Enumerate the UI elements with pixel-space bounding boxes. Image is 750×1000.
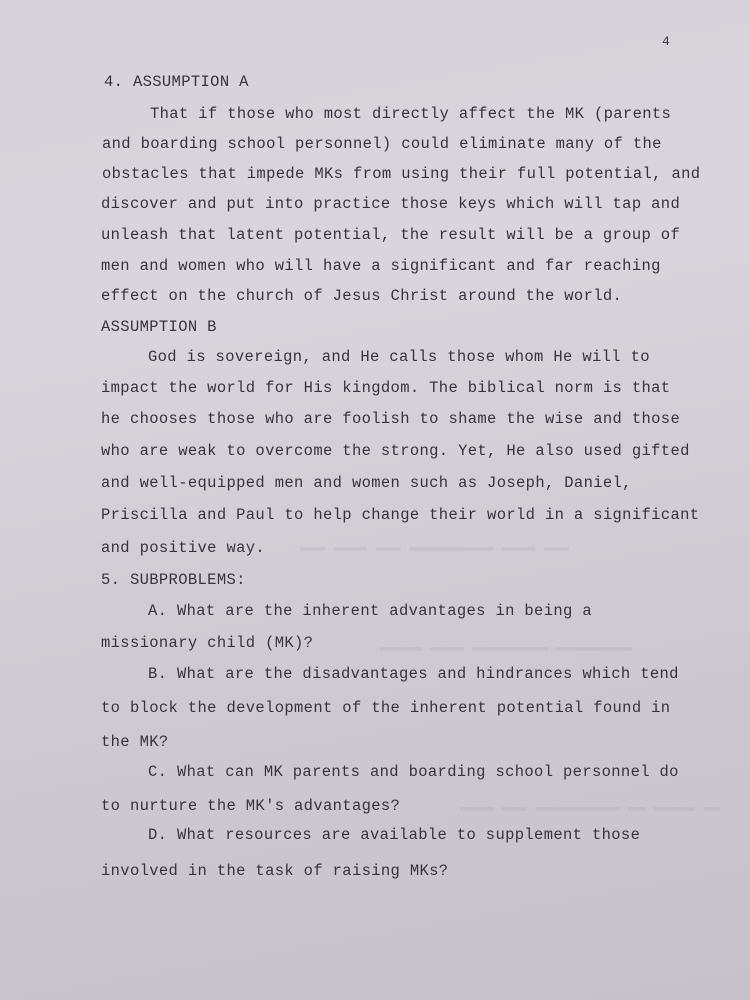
subproblem-line: A. What are the inherent advantages in being a [148,602,592,620]
subproblem-line: B. What are the disadvantages and hindrances which tend [148,665,679,683]
text-line: he chooses those who are foolish to shame the wise and those [101,410,681,428]
text-line: impact the world for His kingdom. The biblical norm is that [101,379,671,397]
text-line: obstacles that impede MKs from using their full potential, and [102,165,701,183]
subproblem-line: to nurture the MK's advantages? [101,797,401,815]
subproblem-line: C. What can MK parents and boarding school personnel do [148,763,679,781]
bleed-through-mark: ▬▬▬ ▬▬▬▬ ▬▬▬ ▬▬▬▬▬▬▬▬▬▬ ▬▬▬▬ ▬▬▬ [300,540,569,556]
text-line: and boarding school personnel) could eliminate many of the [102,135,662,153]
text-line: God is sovereign, and He calls those whom He will to [148,348,650,366]
bleed-through-mark: ▬▬▬▬ ▬▬▬ ▬▬▬▬▬▬▬▬▬▬ ▬▬ ▬▬▬▬▬ ▬▬ [460,800,721,816]
page-number: 4 [662,34,670,49]
subproblem-line: the MK? [101,733,169,751]
section-heading: ASSUMPTION B [101,318,217,336]
text-line: men and women who will have a significant and far reaching [101,257,661,275]
text-line: discover and put into practice those keys which will tap and [101,195,681,213]
text-line: who are weak to overcome the strong. Yet, He also used gifted [101,442,690,460]
subproblem-line: involved in the task of raising MKs? [101,862,449,880]
text-line: That if those who most directly affect the MK (parents [150,105,672,123]
subproblem-line: D. What resources are available to supplement those [148,826,641,844]
text-line: Priscilla and Paul to help change their world in a significant [101,506,700,524]
text-line: and positive way. [101,539,266,557]
bleed-through-mark: ▬▬▬▬▬ ▬▬▬▬ ▬▬▬▬▬▬▬▬▬ ▬▬▬▬▬▬▬▬▬ [380,640,633,656]
text-line: unleash that latent potential, the result will be a group of [101,226,681,244]
text-line: effect on the church of Jesus Christ around the world. [101,287,623,305]
section-heading: 5. SUBPROBLEMS: [101,571,246,589]
subproblem-line: missionary child (MK)? [101,634,314,652]
section-heading: 4. ASSUMPTION A [104,73,249,91]
subproblem-line: to block the development of the inherent potential found in [101,699,671,717]
text-line: and well-equipped men and women such as Joseph, Daniel, [101,474,632,492]
